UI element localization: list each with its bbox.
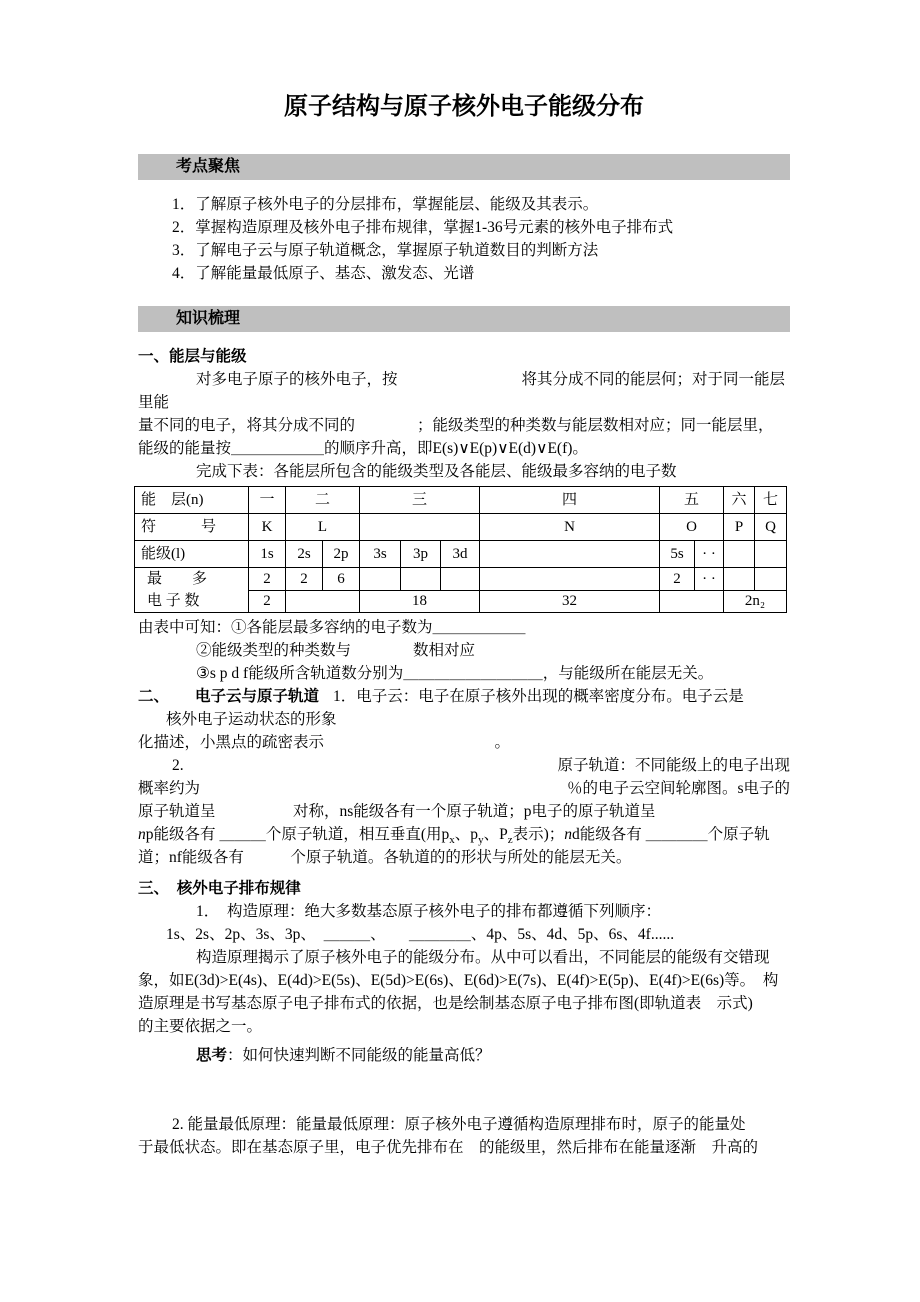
table-cell: 18 (360, 590, 480, 613)
paragraph-line: 原子轨道呈 对称，ns能级各有一个原子轨道；p电子的原子轨道呈 (138, 803, 656, 820)
table-cell: 2n₂ (724, 590, 787, 613)
table-cell: 六 (724, 487, 755, 514)
row-label-max-electrons (135, 568, 249, 613)
paragraph-line: 的主要依据之一。 (138, 1018, 263, 1035)
paragraph-line: 象，如E(3d)>E(4s)、E(4d)>E(5s)、E(5d)>E(6s)、E(6d)>E(7s)、E(4f)>E(5p)、E(4f)>E(6s)等。 构 (138, 972, 779, 989)
row-label-level: 能级(l) (135, 541, 249, 568)
table-cell: 五 (660, 487, 724, 514)
table-cell (660, 590, 724, 613)
italic-n: n (138, 826, 146, 843)
paragraph-line: 能级的能量按＿＿＿＿＿＿的顺序升高，即E(s)∨E(p)∨E(d)∨E(f)。 (138, 440, 588, 457)
table-cell: Q (755, 514, 787, 541)
table-cell: 二 (286, 487, 360, 514)
probability-right-text: ％的电子云空间轮廓图。s电子的 (566, 780, 790, 797)
section2-intro-text: 1．电子云：电子在原子核外出现的概率密度分布。电子云是 (333, 688, 744, 705)
energy-level-table (134, 486, 787, 613)
table-cell: P (724, 514, 755, 541)
table-cell (360, 568, 401, 591)
text-run: 、P (483, 826, 508, 843)
row-label-max-line2: 电 子 数 (147, 593, 200, 609)
table-cell: 3p (401, 541, 441, 568)
table-row-layers (135, 487, 787, 514)
table-cell: 一 (249, 487, 286, 514)
table-cell (755, 568, 787, 591)
table-cell: O (660, 514, 724, 541)
exam-focus-header-label: 考点聚焦 (176, 158, 241, 175)
paragraph-line: 化描述，小黑点的疏密表示 。 (138, 734, 511, 751)
page-title: 原子结构与原子核外电子能级分布 (284, 93, 644, 120)
italic-n: n (564, 826, 572, 843)
orbital-order-line: 1s、2s、2p、3s、3p、 ＿＿＿、 ＿＿＿＿、4p、5s、4d、5p、6s、4f...... (166, 926, 675, 943)
exam-focus-header-bar (138, 154, 790, 180)
blank-space (138, 1067, 790, 1113)
table-cell: 四 (480, 487, 660, 514)
section2-heading: 电子云与原子轨道 (195, 688, 320, 705)
table-cell: 3d (441, 541, 480, 568)
row-label-symbol: 符 号 (135, 514, 249, 541)
probability-left-text: 概率约为 (138, 780, 201, 797)
paragraph-line: 造原理是书写基态原子电子排布式的依据，也是绘制基态原子电子排布图(即轨道表 示式) (138, 995, 753, 1012)
table-note: 由表中可知：①各能层最多容纳的电子数为＿＿＿＿＿＿ (138, 619, 526, 636)
knowledge-header-label: 知识梳理 (176, 310, 241, 327)
paragraph-line: 量不同的电子，将其分成不同的 ；能级类型的种类数与能层数相对应；同一能层里， (138, 417, 774, 434)
section2-number: 二、 (138, 688, 170, 705)
subscript-y: y (478, 834, 484, 847)
paragraph-line: 于最低状态。即在基态原子里，电子优先排布在 的能级里，然后排布在能量逐渐 升高的 (138, 1139, 759, 1156)
orbital-intro-line (138, 754, 790, 777)
text-run: 表示)； (512, 826, 565, 843)
table-cell: · · (695, 541, 724, 568)
knowledge-header-bar (138, 306, 790, 332)
section2-heading-line (138, 685, 790, 708)
paragraph-line: 构造原理揭示了原子核外电子的能级分布。从中可以看出，不同能层的能级有交错现 (196, 949, 770, 966)
table-row-levels (135, 541, 787, 568)
table-cell: 5s (660, 541, 695, 568)
table-cell (724, 541, 755, 568)
section1-heading: 一、能层与能级 (138, 348, 247, 365)
think-label: 思考 (196, 1047, 228, 1064)
table-caption: 完成下表：各能层所包含的能级类型及各能层、能级最多容纳的电子数 (196, 463, 677, 480)
table-cell (724, 568, 755, 591)
table-cell: 七 (755, 487, 787, 514)
table-cell: 2 (660, 568, 695, 591)
table-cell: 2 (249, 590, 286, 613)
table-cell: · · (695, 568, 724, 591)
text-run: d能级各有 ＿＿＿＿个原子轨 (572, 826, 770, 843)
paragraph-line: 2. 能量最低原理：能量最低原理：原子核外电子遵循构造原理排布时，原子的能量处 (172, 1116, 746, 1133)
table-cell: N (480, 514, 660, 541)
list-item: 1．了解原子核外电子的分层排布，掌握能层、能级及其表示。 (172, 196, 599, 213)
section3-heading: 三、 核外电子排布规律 (138, 880, 301, 897)
table-cell (286, 590, 360, 613)
probability-line (138, 777, 790, 800)
paragraph-line: 核外电子运动状态的形象 (166, 711, 337, 728)
table-row-symbols (135, 514, 787, 541)
list-item: 2．掌握构造原理及核外电子排布规律，掌握1-36号元素的核外电子排布式 (172, 219, 674, 236)
table-cell: 三 (360, 487, 480, 514)
table-cell: 3s (360, 541, 401, 568)
table-cell (401, 568, 441, 591)
table-note: ②能级类型的种类数与 数相对应 (196, 642, 476, 659)
orbital-intro-text: 原子轨道：不同能级上的电子出现 (557, 757, 790, 774)
think-text: ：如何快速判断不同能级的能量高低？ (227, 1047, 491, 1064)
table-cell: 2 (286, 568, 323, 591)
table-cell (480, 568, 660, 591)
table-row-max-per-level (135, 568, 787, 591)
exam-focus-list (138, 193, 790, 285)
paragraph-line: 道；nf能级各有 个原子轨道。各轨道的的形状与所处的能层无关。 (138, 849, 632, 866)
table-cell: 1s (249, 541, 286, 568)
paragraph-line: 对多电子原子的核外电子，按 将其分成不同的能层何；对于同一能层里能 (138, 371, 786, 411)
paragraph-line: 1． 构造原理：绝大多数基态原子核外电子的排布都遵循下列顺序： (196, 903, 662, 920)
row-label-max-line1: 最 多 (147, 571, 208, 587)
text-run: p能级各有 ＿＿＿个原子轨道，相互垂直(用p (145, 826, 450, 843)
subscript-x: x (449, 834, 455, 847)
table-cell: K (249, 514, 286, 541)
table-cell: 6 (323, 568, 360, 591)
p-orbital-line (138, 823, 790, 846)
table-cell (441, 568, 480, 591)
table-cell: 32 (480, 590, 660, 613)
table-cell: 2p (323, 541, 360, 568)
item2-number: 2. (172, 757, 184, 774)
table-note: ③s p d f能级所含轨道数分别为＿＿＿＿＿＿＿＿＿，与能级所在能层无关。 (196, 665, 714, 682)
subscript-z: z (507, 834, 513, 847)
table-cell: 2s (286, 541, 323, 568)
list-item: 3．了解电子云与原子轨道概念，掌握原子轨道数目的判断方法 (172, 242, 599, 259)
table-cell (360, 514, 480, 541)
list-item: 4．了解能量最低原子、基态、激发态、光谱 (172, 265, 475, 282)
think-line (138, 1044, 790, 1067)
table-cell: 2 (249, 568, 286, 591)
table-cell (755, 541, 787, 568)
table-cell: L (286, 514, 360, 541)
table-cell (480, 541, 660, 568)
text-run: 、p (454, 826, 479, 843)
row-label-layer: 能 层(n) (135, 487, 249, 514)
